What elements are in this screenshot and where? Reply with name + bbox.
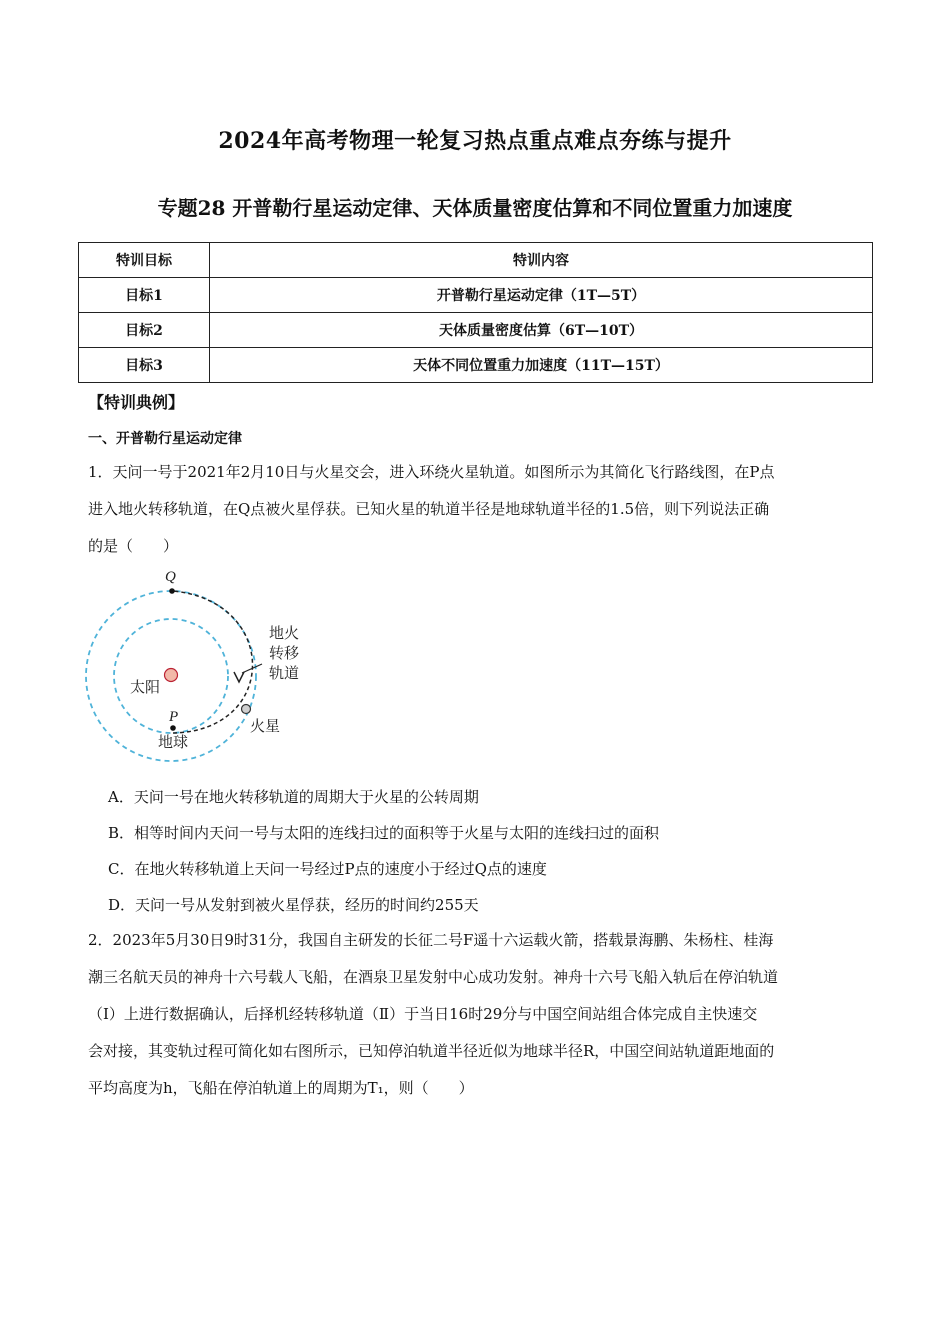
mars-icon [242, 705, 251, 714]
question-line: 平均高度为h，飞船在停泊轨道上的周期为T₁，则（ ） [88, 1079, 474, 1097]
label-p: P [169, 709, 179, 725]
training-goals-table [78, 242, 873, 383]
table-row [79, 278, 873, 313]
label-transfer-orbit: 轨道 [269, 664, 300, 682]
section-heading: 一、开普勒行星运动定律 [88, 431, 242, 447]
question-line: 1．天问一号于2021年2月10日与火星交会，进入环绕火星轨道。如图所示为其简化飞行路线图，在P点 [88, 463, 775, 481]
transfer-orbit-path [173, 591, 253, 733]
label-sun: 太阳 [130, 678, 161, 696]
transfer-orbit-arrow [234, 672, 244, 682]
table-row [79, 313, 873, 348]
sun-icon [165, 669, 178, 682]
label-transfer-orbit: 地火 [269, 624, 300, 642]
label-earth: 地球 [158, 733, 189, 751]
table-cell: 目标3 [79, 348, 210, 383]
option-b: B．相等时间内天问一号与太阳的连线扫过的面积等于火星与太阳的连线扫过的面积 [108, 824, 660, 842]
page-title: 2024年高考物理一轮复习热点重点难点夯练与提升 [218, 128, 732, 154]
option-d: D．天问一号从发射到被火星俘获，经历的时间约255天 [108, 896, 479, 914]
point-q-icon [169, 588, 175, 594]
table-row [79, 348, 873, 383]
question-line: 进入地火转移轨道，在Q点被火星俘获。已知火星的轨道半径是地球轨道半径的1.5倍，则下列说法正确 [88, 500, 770, 518]
question-line: 会对接，其变轨过程可简化如右图所示，已知停泊轨道半径近似为地球半径R，中国空间站轨道距地面的 [88, 1042, 775, 1060]
question-line: （Ⅰ）上进行数据确认，后择机经转移轨道（Ⅱ）于当日16时29分与中国空间站组合体完成自主快速交 [88, 1005, 758, 1023]
table-header-cell: 特训内容 [210, 243, 873, 278]
label-pointer [242, 664, 262, 673]
question-line: 潮三名航天员的神舟十六号载人飞船，在酒泉卫星发射中心成功发射。神舟十六号飞船入轨后在停泊轨道 [88, 968, 779, 986]
question-line: 的是（ ） [88, 537, 179, 555]
label-transfer-orbit: 转移 [269, 644, 300, 662]
orbit-diagram [84, 566, 324, 766]
table-cell: 天体质量密度估算（6T—10T） [210, 313, 873, 348]
question-line: 2．2023年5月30日9时31分，我国自主研发的长征二号F遥十六运载火箭，搭载景海鹏、朱杨柱、桂海 [88, 931, 774, 949]
table-cell: 开普勒行星运动定律（1T—5T） [210, 278, 873, 313]
question-1 [88, 454, 863, 565]
point-p-icon [170, 725, 176, 731]
question-2 [88, 922, 863, 1107]
label-mars: 火星 [250, 717, 281, 735]
option-c: C．在地火转移轨道上天问一号经过P点的速度小于经过Q点的速度 [108, 860, 547, 878]
table-header-cell: 特训目标 [79, 243, 210, 278]
page-subtitle: 专题28 开普勒行星运动定律、天体质量密度估算和不同位置重力加速度 [157, 196, 793, 220]
table-cell: 目标1 [79, 278, 210, 313]
table-header-row [79, 243, 873, 278]
table-cell: 目标2 [79, 313, 210, 348]
label-q: Q [165, 569, 176, 585]
section-title: 【特训典例】 [88, 393, 185, 412]
table-cell: 天体不同位置重力加速度（11T—15T） [210, 348, 873, 383]
option-a: A．天问一号在地火转移轨道的周期大于火星的公转周期 [108, 788, 479, 806]
